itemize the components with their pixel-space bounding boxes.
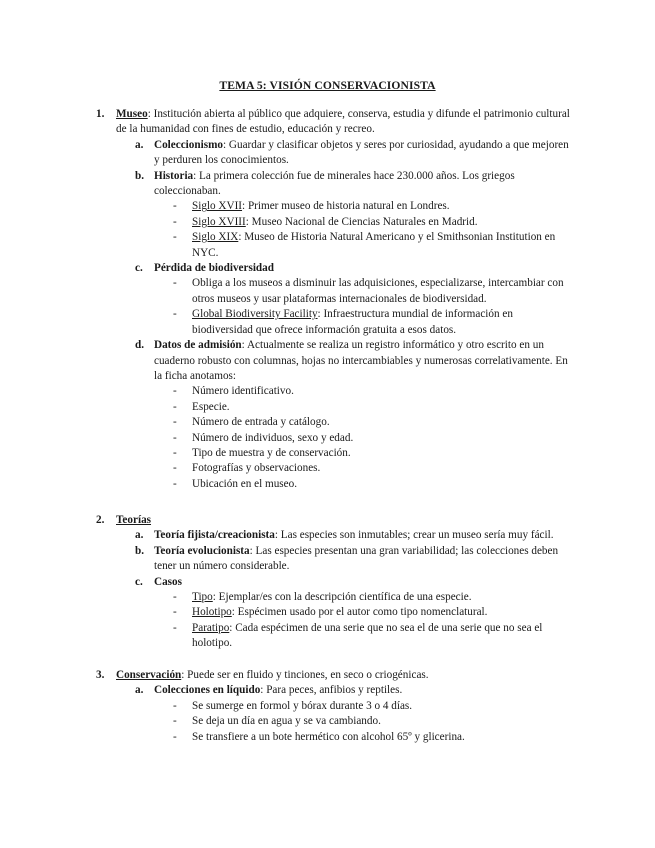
section-heading: Museo: Institución abierta al público que adquiere, conserva, estudia y difunde el patrimonio cultural de la humanidad con fines de estudio, educación y recreo. [116,108,570,136]
list-item: - Número de entrada y catálogo. [173,416,330,429]
list-item: - Global Biodiversity Facility: Infraestructura mundial de información en biodiversidad que ofrece información gratuita a esos datos. [173,308,513,336]
list-item: a. Colecciones en líquido: Para peces, anfibios y reptiles. [135,684,403,697]
section-conservacion [96,668,576,745]
list-item: - Se transfiere a un bote hermético con alcohol 65º y glicerina. [173,730,465,743]
section-number: 1. [96,108,105,120]
list-item: - Paratipo: Cada espécimen de una serie que no sea el de una serie que no sea el holotipo. [173,621,543,650]
list-item: - Se sumerge en formol y bórax durante 3 o 4 días. [173,699,413,712]
list-item: - Número identificativo. [173,385,294,398]
section-heading: Teorías [116,514,152,526]
list-item: b. Historia: La primera colección fue de minerales hace 230.000 años. Los griegos coleccionaban. [135,169,515,198]
list-item: - Especie. [173,400,230,413]
list-item: - Siglo XVII: Primer museo de historia natural en Londres. [173,200,450,213]
section-number: 2. [96,514,105,526]
list-item: - Se deja un día en agua y se va cambiando. [173,715,381,728]
list-item: - Tipo: Ejemplar/es con la descripción científica de una especie. [173,591,472,604]
list-item: - Tipo de muestra y de conservación. [173,446,351,459]
list-item: - Número de individuos, sexo y edad. [173,431,354,444]
list-item: c. Pérdida de biodiversidad [135,262,274,275]
list-item: b. Teoría evolucionista: Las especies presentan una gran variabilidad; las colecciones deben tener un número considerable. [135,544,559,573]
list-item: c. Casos [135,575,182,588]
section-teorias [96,513,576,652]
section-heading: Conservación: Puede ser en fluido y tinciones, en seco o criogénicas. [116,669,429,681]
list-item: - Holotipo: Espécimen usado por el autor como tipo nomenclatural. [173,606,488,619]
list-item: - Ubicación en el museo. [173,477,298,490]
list-item: - Siglo XVIII: Museo Nacional de Ciencias Naturales en Madrid. [173,215,478,228]
page-title: TEMA 5: VISIÓN CONSERVACIONISTA [219,79,436,92]
list-item: - Fotografías y observaciones. [173,462,321,475]
section-museo [96,107,576,492]
list-item: a. Coleccionismo: Guardar y clasificar objetos y seres por curiosidad, ayudando a que mejoren y perduren los conocimientos. [135,138,569,167]
list-item: - Siglo XIX: Museo de Historia Natural Americano y el Smithsonian Institution en NYC. [173,231,556,259]
list-item: d. Datos de admisión: Actualmente se realiza un registro informático y otro escrito en un cuaderno robusto con columnas, hojas no intercambiables y numerosas correlativamente. En la ficha anotamos: [135,339,568,382]
list-item: - Obliga a los museos a disminuir las adquisiciones, especializarse, intercambiar con otros museos y usar plataformas internacionales de biodiversidad. [173,277,564,305]
section-number: 3. [96,669,105,681]
list-item: a. Teoría fijista/creacionista: Las especies son inmutables; crear un museo sería muy fácil. [135,529,554,542]
